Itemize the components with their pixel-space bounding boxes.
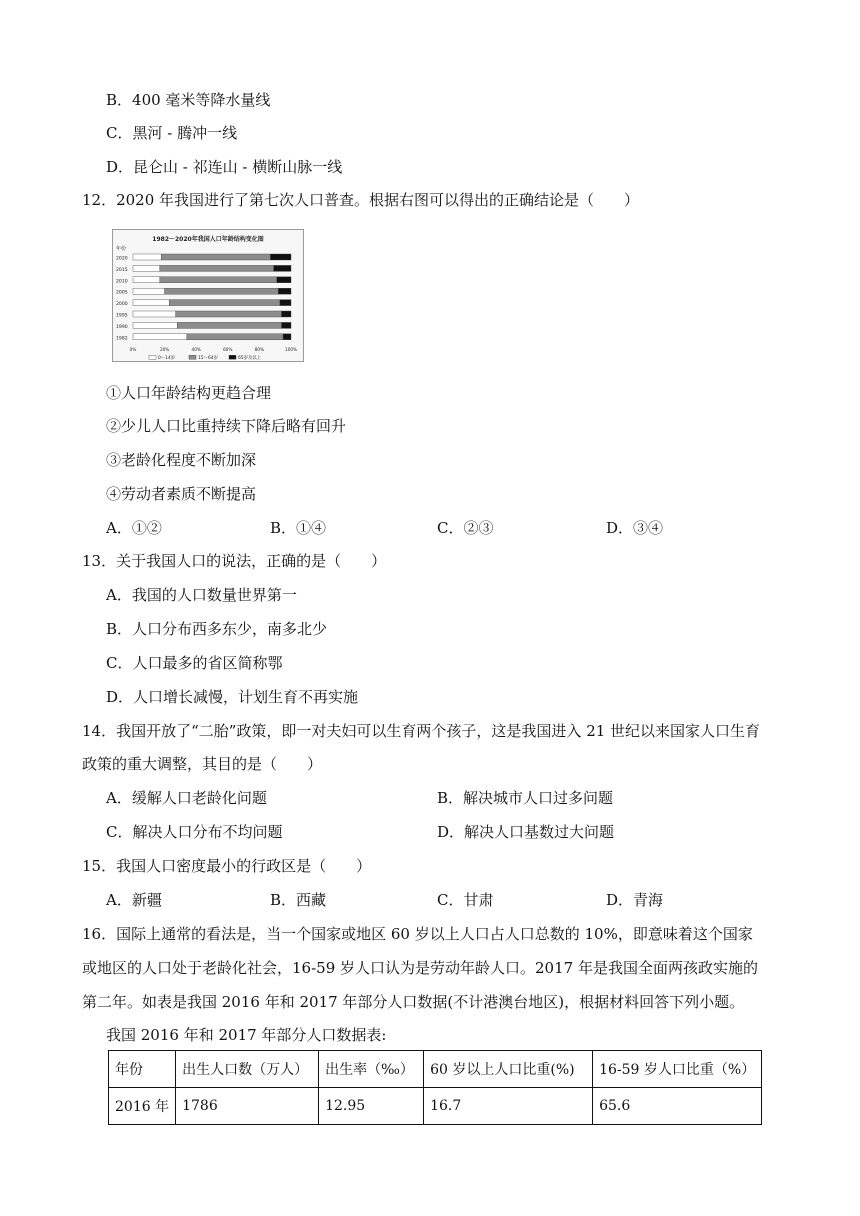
chart-bar-segment xyxy=(160,277,277,283)
q12-stem: 12．2020 年我国进行了第七次人口普查。根据右图可以得出的正确结论是（ ） xyxy=(82,191,640,209)
chart-bar-segment xyxy=(133,254,161,260)
chart-tick-label: 0% xyxy=(129,347,137,353)
chart-ylabel: 年份 xyxy=(116,246,127,252)
q14-choice-d[interactable]: D．解决人口基数过大问题 xyxy=(437,823,615,841)
chart-tick-label: 40% xyxy=(191,347,201,353)
chart-category-label: 2015 xyxy=(116,267,128,273)
table-header-row xyxy=(109,1051,762,1088)
q12-statement-4: ④劳动者素质不断提高 xyxy=(106,485,257,503)
q15-choice-d[interactable]: D．青海 xyxy=(606,891,664,909)
chart-category-label: 2020 xyxy=(116,256,128,262)
table-cell: 1786 xyxy=(176,1088,319,1125)
chart-title: 1982～2020年我国人口年龄结构变化图 xyxy=(152,236,264,243)
table-header-cell: 出生人口数（万人） xyxy=(176,1051,319,1088)
q15-choice-b[interactable]: B．西藏 xyxy=(270,891,327,909)
chart-category-label: 1995 xyxy=(116,313,128,319)
chart-bar-segment xyxy=(282,322,291,328)
chart-legend-label: 65岁及以上 xyxy=(238,356,262,362)
chart-bar-segment xyxy=(133,300,169,306)
q14-choice-a[interactable]: A．缓解人口老龄化问题 xyxy=(106,789,267,807)
q14-stem-line2: 政策的重大调整，其目的是（ ） xyxy=(82,755,323,773)
q16-line1: 16．国际上通常的看法是，当一个国家或地区 60 岁以上人口占人口总数的 10%，即意味着这个国家 xyxy=(82,925,753,943)
chart-bar-segment xyxy=(133,288,165,294)
q12-choice-c[interactable]: C．②③ xyxy=(437,519,494,537)
chart-bar-segment xyxy=(280,300,291,306)
chart-bar-segment xyxy=(278,288,291,294)
chart-bar-segment xyxy=(133,265,160,271)
chart-bar-segment xyxy=(133,322,177,328)
q14-choices-row2 xyxy=(106,822,806,842)
chart-tick-label: 60% xyxy=(223,347,233,353)
chart-bar-segment xyxy=(160,265,274,271)
chart-category-label: 1982 xyxy=(116,336,128,342)
chart-bar-segment xyxy=(282,311,291,317)
q15-choice-a[interactable]: A．新疆 xyxy=(106,891,162,909)
table-header-cell: 16-59 岁人口比重（%） xyxy=(593,1051,762,1088)
q11-option-d: D．昆仑山 - 祁连山 - 横断山脉一线 xyxy=(106,158,343,176)
chart-bar-segment xyxy=(133,311,176,317)
q13-option-b[interactable]: B．人口分布西多东少，南多北少 xyxy=(106,620,328,638)
q15-choice-c[interactable]: C．甘肃 xyxy=(437,891,494,909)
q12-choice-a[interactable]: A．①② xyxy=(106,519,162,537)
chart-legend-label: 15～64岁 xyxy=(198,356,218,362)
table-header-cell: 出生率（‰） xyxy=(319,1051,424,1088)
table-header-cell: 60 岁以上人口比重(%) xyxy=(424,1051,593,1088)
chart-bar-segment xyxy=(177,322,281,328)
q13-option-a[interactable]: A．我国的人口数量世界第一 xyxy=(106,586,297,604)
chart-tick-label: 20% xyxy=(159,347,170,353)
chart-tick-label: 100% xyxy=(285,347,297,353)
chart-bar-segment xyxy=(283,334,291,340)
chart-bar-segment xyxy=(133,334,187,340)
chart-bar-segment xyxy=(187,334,283,340)
chart-category-label: 2010 xyxy=(116,279,128,285)
chart-tick-label: 80% xyxy=(254,347,265,353)
table-cell: 16.7 xyxy=(424,1088,593,1125)
chart-legend-label: 0～14岁 xyxy=(158,356,176,362)
table-cell: 12.95 xyxy=(319,1088,424,1125)
q12-choice-d[interactable]: D．③④ xyxy=(606,519,664,537)
q12-statement-3: ③老龄化程度不断加深 xyxy=(106,451,257,469)
q12-statement-1: ①人口年龄结构更趋合理 xyxy=(106,384,272,402)
table-cell: 65.6 xyxy=(593,1088,762,1125)
chart-bar-segment xyxy=(176,311,282,317)
table-header-cell: 年份 xyxy=(109,1051,176,1088)
chart-category-label: 1990 xyxy=(116,324,128,330)
q16-line2: 或地区的人口处于老龄化社会，16-59 岁人口认为是劳动年龄人口。2017 年是我国全面两孩政实施的 xyxy=(82,959,758,977)
q13-option-d[interactable]: D．人口增长减慢，计划生育不再实施 xyxy=(106,688,359,706)
q12-statement-2: ②少儿人口比重持续下降后略有回升 xyxy=(106,417,347,435)
q14-choice-b[interactable]: B．解决城市人口过多问题 xyxy=(437,789,614,807)
chart-bar-segment xyxy=(161,254,270,260)
chart-bar-segment xyxy=(274,265,291,271)
q12-choice-b[interactable]: B．①④ xyxy=(270,519,327,537)
q15-choices xyxy=(106,890,806,910)
population-data-table xyxy=(108,1050,762,1125)
q14-choices-row1 xyxy=(106,788,806,808)
chart-legend-swatch xyxy=(189,355,196,359)
chart-bar-segment xyxy=(169,300,280,306)
q14-stem-line1: 14．我国开放了“二胎”政策，即一对夫妇可以生育两个孩子，这是我国进入 21 世纪以来国家人口生育 xyxy=(82,722,761,740)
chart-legend-swatch xyxy=(149,355,156,359)
q11-option-c: C．黑河 - 腾冲一线 xyxy=(106,124,238,142)
chart-bar-segment xyxy=(133,277,160,283)
table-row xyxy=(109,1088,762,1125)
q13-stem: 13．关于我国人口的说法，正确的是（ ） xyxy=(82,552,387,570)
population-age-structure-chart xyxy=(112,229,304,362)
chart-bar-segment xyxy=(165,288,279,294)
chart-category-label: 2000 xyxy=(116,302,128,308)
q13-option-c[interactable]: C．人口最多的省区简称鄂 xyxy=(106,654,283,672)
chart-category-label: 2005 xyxy=(116,290,128,296)
chart-bar-segment xyxy=(270,254,291,260)
chart-legend-swatch xyxy=(229,355,236,359)
q14-choice-c[interactable]: C．解决人口分布不均问题 xyxy=(106,823,283,841)
q11-option-b: B．400 毫米等降水量线 xyxy=(106,91,271,109)
q16-table-caption: 我国 2016 年和 2017 年部分人口数据表: xyxy=(106,1026,387,1044)
chart-bar-segment xyxy=(277,277,291,283)
table-cell: 2016 年 xyxy=(109,1088,176,1125)
q15-stem: 15．我国人口密度最小的行政区是（ ） xyxy=(82,857,372,875)
q16-line3: 第二年。如表是我国 2016 年和 2017 年部分人口数据(不计港澳台地区)，根据材料回答下列小题。 xyxy=(82,993,745,1011)
q12-choices xyxy=(106,518,806,538)
